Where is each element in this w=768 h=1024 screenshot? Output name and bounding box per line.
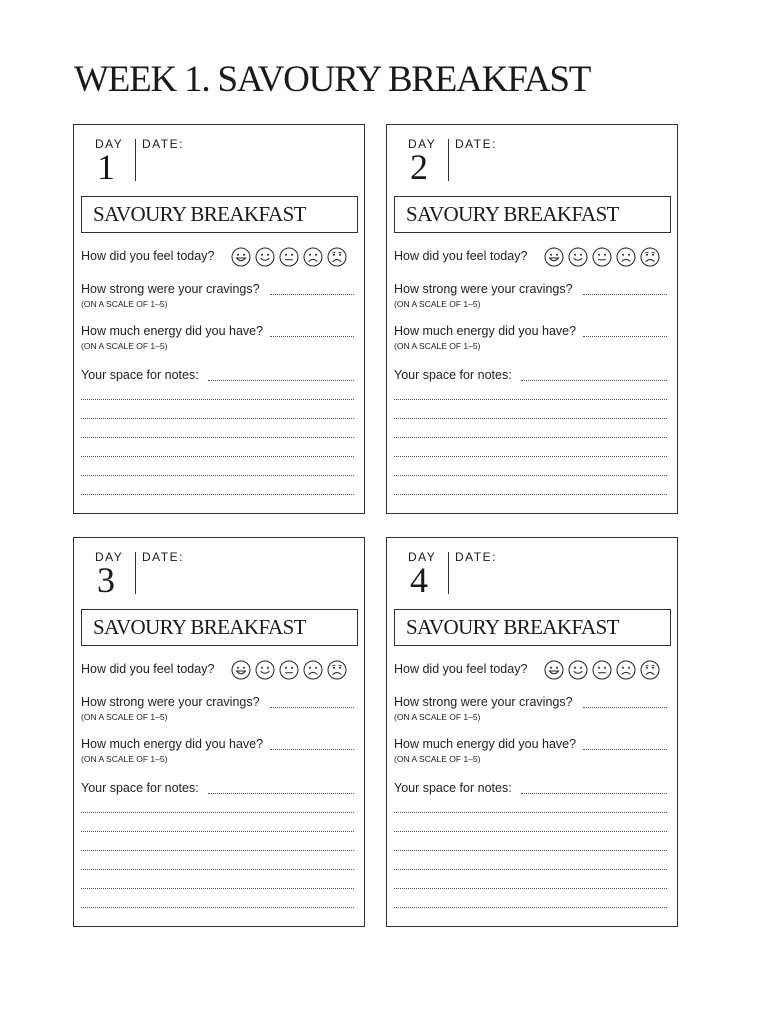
- cravings-question: How strong were your cravings?: [394, 282, 573, 296]
- energy-scale-note: (ON A SCALE OF 1–5): [394, 341, 481, 351]
- energy-scale-note: (ON A SCALE OF 1–5): [81, 754, 168, 764]
- happy-face-icon[interactable]: [568, 660, 588, 680]
- notes-line[interactable]: [394, 475, 667, 476]
- notes-line[interactable]: [81, 494, 354, 495]
- very-happy-face-icon[interactable]: [544, 660, 564, 680]
- notes-first-line[interactable]: [521, 380, 667, 381]
- meal-title: SAVOURY BREAKFAST: [93, 615, 306, 639]
- meal-title: SAVOURY BREAKFAST: [406, 202, 619, 226]
- day-number: 1: [97, 147, 115, 187]
- very-sad-face-icon[interactable]: [640, 247, 660, 267]
- date-label: DATE:: [455, 137, 497, 151]
- notes-line[interactable]: [81, 812, 354, 813]
- day-card-1: [73, 124, 365, 514]
- notes-first-line[interactable]: [208, 793, 354, 794]
- very-happy-face-icon[interactable]: [544, 247, 564, 267]
- sad-face-icon[interactable]: [616, 247, 636, 267]
- notes-line[interactable]: [81, 399, 354, 400]
- very-happy-face-icon[interactable]: [231, 247, 251, 267]
- meal-title: SAVOURY BREAKFAST: [93, 202, 306, 226]
- page-title: WEEK 1. SAVOURY BREAKFAST: [74, 59, 591, 100]
- energy-question: How much energy did you have?: [394, 324, 577, 338]
- mood-faces: [231, 247, 347, 267]
- very-sad-face-icon[interactable]: [327, 660, 347, 680]
- day-label: DAY: [408, 137, 437, 151]
- notes-label: Your space for notes:: [81, 781, 199, 795]
- notes-line[interactable]: [81, 869, 354, 870]
- very-sad-face-icon[interactable]: [640, 660, 660, 680]
- energy-question: How much energy did you have?: [81, 324, 264, 338]
- neutral-face-icon[interactable]: [592, 660, 612, 680]
- meal-title-box: [394, 196, 671, 233]
- notes-line[interactable]: [394, 869, 667, 870]
- cravings-scale-note: (ON A SCALE OF 1–5): [394, 299, 481, 309]
- cravings-answer-line[interactable]: [583, 294, 667, 295]
- notes-line[interactable]: [81, 850, 354, 851]
- meal-title-box: [394, 609, 671, 646]
- notes-label: Your space for notes:: [394, 368, 512, 382]
- notes-line[interactable]: [394, 812, 667, 813]
- sad-face-icon[interactable]: [303, 247, 323, 267]
- energy-answer-line[interactable]: [583, 749, 667, 750]
- mood-faces: [544, 660, 660, 680]
- meal-title-box: [81, 196, 358, 233]
- mood-faces: [544, 247, 660, 267]
- notes-label: Your space for notes:: [394, 781, 512, 795]
- energy-scale-note: (ON A SCALE OF 1–5): [394, 754, 481, 764]
- cravings-answer-line[interactable]: [270, 294, 354, 295]
- energy-answer-line[interactable]: [583, 336, 667, 337]
- notes-line[interactable]: [81, 888, 354, 889]
- neutral-face-icon[interactable]: [279, 660, 299, 680]
- notes-line[interactable]: [81, 475, 354, 476]
- notes-first-line[interactable]: [521, 793, 667, 794]
- date-label: DATE:: [142, 137, 184, 151]
- very-sad-face-icon[interactable]: [327, 247, 347, 267]
- cravings-question: How strong were your cravings?: [81, 282, 260, 296]
- happy-face-icon[interactable]: [255, 247, 275, 267]
- day-divider: [135, 552, 136, 594]
- notes-line[interactable]: [394, 888, 667, 889]
- neutral-face-icon[interactable]: [279, 247, 299, 267]
- feel-question: How did you feel today?: [81, 662, 215, 676]
- notes-line[interactable]: [394, 418, 667, 419]
- cravings-question: How strong were your cravings?: [394, 695, 573, 709]
- day-divider: [448, 139, 449, 181]
- day-card-2: [386, 124, 678, 514]
- cravings-question: How strong were your cravings?: [81, 695, 260, 709]
- energy-answer-line[interactable]: [270, 749, 354, 750]
- notes-line[interactable]: [394, 399, 667, 400]
- notes-line[interactable]: [394, 907, 667, 908]
- day-divider: [448, 552, 449, 594]
- feel-question: How did you feel today?: [394, 662, 528, 676]
- notes-line[interactable]: [81, 456, 354, 457]
- day-card-3: [73, 537, 365, 927]
- notes-line[interactable]: [394, 494, 667, 495]
- date-label: DATE:: [455, 550, 497, 564]
- feel-question: How did you feel today?: [81, 249, 215, 263]
- notes-line[interactable]: [394, 437, 667, 438]
- day-number: 2: [410, 147, 428, 187]
- feel-question: How did you feel today?: [394, 249, 528, 263]
- cravings-scale-note: (ON A SCALE OF 1–5): [394, 712, 481, 722]
- notes-line[interactable]: [81, 418, 354, 419]
- day-number: 3: [97, 560, 115, 600]
- notes-line[interactable]: [81, 831, 354, 832]
- cravings-scale-note: (ON A SCALE OF 1–5): [81, 712, 168, 722]
- notes-label: Your space for notes:: [81, 368, 199, 382]
- notes-line[interactable]: [81, 907, 354, 908]
- notes-line[interactable]: [394, 850, 667, 851]
- sad-face-icon[interactable]: [616, 660, 636, 680]
- energy-answer-line[interactable]: [270, 336, 354, 337]
- meal-title: SAVOURY BREAKFAST: [406, 615, 619, 639]
- energy-question: How much energy did you have?: [81, 737, 264, 751]
- day-label: DAY: [408, 550, 437, 564]
- energy-scale-note: (ON A SCALE OF 1–5): [81, 341, 168, 351]
- notes-line[interactable]: [394, 456, 667, 457]
- notes-line[interactable]: [394, 831, 667, 832]
- meal-title-box: [81, 609, 358, 646]
- day-number: 4: [410, 560, 428, 600]
- happy-face-icon[interactable]: [568, 247, 588, 267]
- mood-faces: [231, 660, 347, 680]
- notes-first-line[interactable]: [208, 380, 354, 381]
- cravings-scale-note: (ON A SCALE OF 1–5): [81, 299, 168, 309]
- sad-face-icon[interactable]: [303, 660, 323, 680]
- day-divider: [135, 139, 136, 181]
- cravings-answer-line[interactable]: [270, 707, 354, 708]
- notes-line[interactable]: [81, 437, 354, 438]
- date-label: DATE:: [142, 550, 184, 564]
- neutral-face-icon[interactable]: [592, 247, 612, 267]
- day-card-4: [386, 537, 678, 927]
- energy-question: How much energy did you have?: [394, 737, 577, 751]
- day-label: DAY: [95, 137, 124, 151]
- happy-face-icon[interactable]: [255, 660, 275, 680]
- cravings-answer-line[interactable]: [583, 707, 667, 708]
- very-happy-face-icon[interactable]: [231, 660, 251, 680]
- day-label: DAY: [95, 550, 124, 564]
